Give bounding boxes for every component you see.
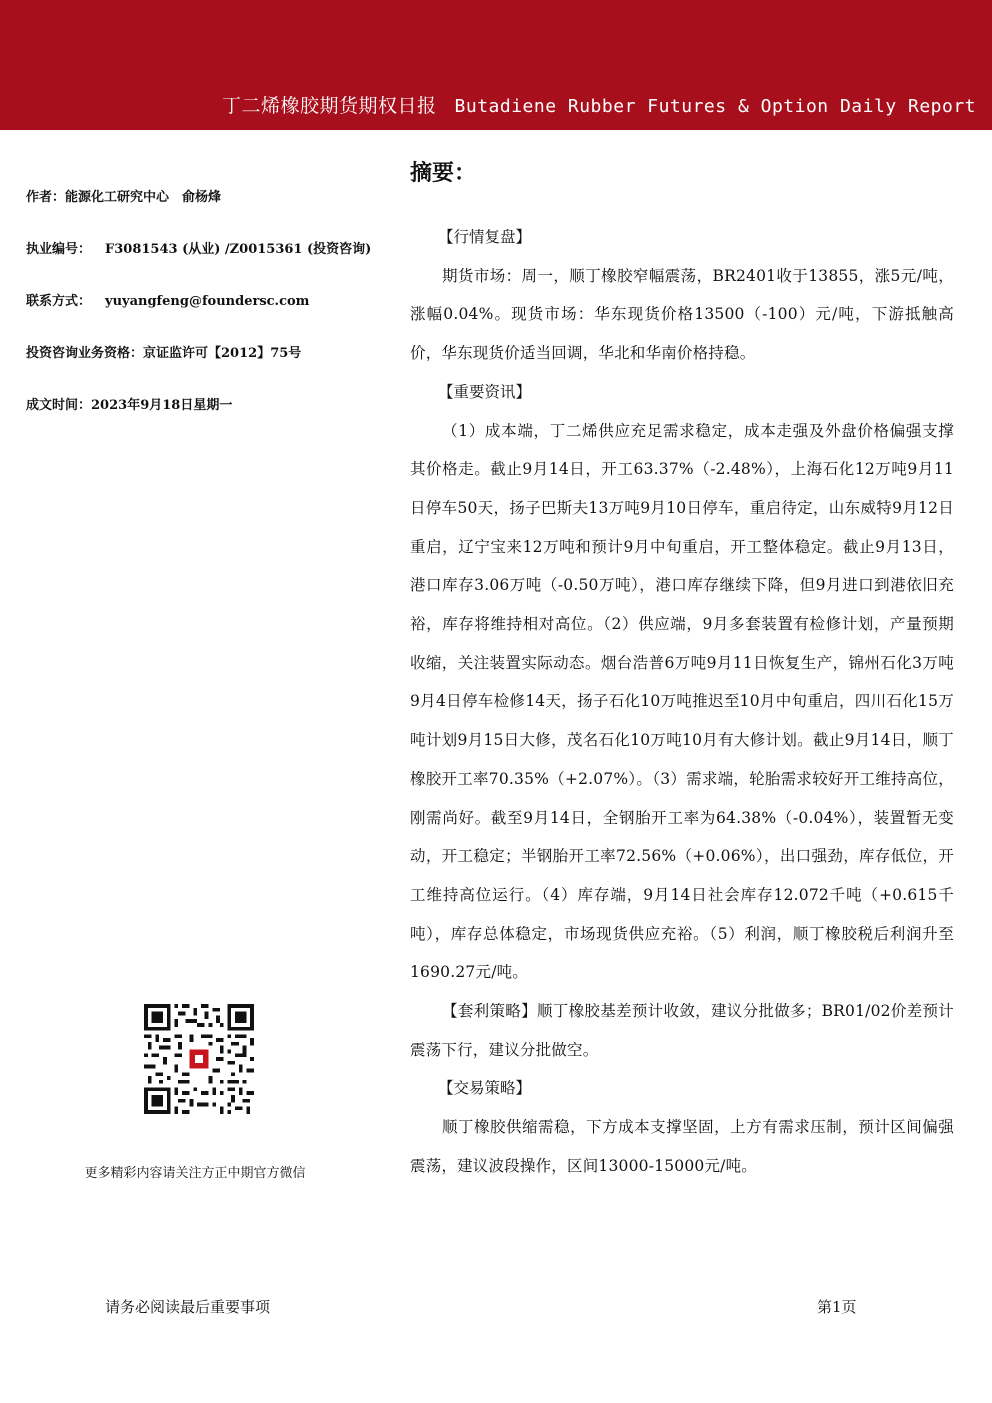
market-review-text: 期货市场：周一，顺丁橡胶窄幅震荡，BR2401收于13855，涨5元/吨，涨幅0.04%。现货市场：华东现货价格13500（-100）元/吨，下游抵触高价，华东现货价适当回调，华北和华南价格持稳。 bbox=[410, 266, 954, 363]
meta-contact: 联系方式： yuyangfeng@foundersc.com bbox=[26, 294, 310, 309]
meta-author: 作者：能源化工研究中心 俞杨烽 bbox=[26, 190, 222, 205]
meta-date: 成文时间：2023年9月18日星期一 bbox=[26, 398, 233, 413]
trade-heading: 【交易策略】 bbox=[438, 1079, 532, 1098]
footer-notice: 请务必阅读最后重要事项 bbox=[105, 1298, 271, 1316]
arbitrage-tag-inline: 【套利策略】 bbox=[442, 1002, 537, 1021]
report-title-cn: 丁二烯橡胶期货期权日报 bbox=[222, 95, 437, 117]
trade-text: 顺丁橡胶供缩需稳，下方成本支撑坚固，上方有需求压制，预计区间偏强震荡，建议波段操作，区间13000-15000元/吨。 bbox=[410, 1118, 954, 1175]
news-text: （1）成本端，丁二烯供应充足需求稳定，成本走强及外盘价格偏强支撑其价格走。截止9月14日，开工63.37%（-2.48%），上海石化12万吨9月11日停车50天，扬子巴斯夫13万吨9月10日停车，重启待定，山东威特9月12日重启，辽宁宝来12万吨和预计9月中旬重启，开工整体稳定。截止9月13日，港口库存3.06万吨（-0.50万吨），港口库存继续下降，但9月进口到港依旧充裕，库存将维持相对高位。（2）供应端，9月多套装置有检修计划，产量预期收缩，关注装置实际动态。烟台浩普6万吨9月11日恢复生产，锦州石化3万吨9月4日停车检修14天，扬子石化10万吨推迟至10月中旬重启，四川石化15万吨计划9月15日大修，茂名石化10万吨10月有大修计划。截止9月14日，顺丁橡胶开工率70.35%（+2.07%）。（3）需求端，轮胎需求较好开工维持高位，刚需尚好。截至9月14日，全钢胎开工率为64.38%（-0.04%），装置暂无变动，开工稳定；半钢胎开工率72.56%（+0.06%），出口强劲，库存低位，开工维持高位运行。（4）库存端，9月14日社会库存12.072千吨（+0.615千吨），库存总体稳定，市场现货供应充裕。（5）利润，顺丁橡胶税后利润升至1690.27元/吨。 bbox=[410, 421, 954, 982]
report-title bbox=[222, 91, 977, 118]
qr-code-icon bbox=[144, 1004, 254, 1114]
header-banner bbox=[0, 0, 992, 130]
summary-title: 摘要： bbox=[410, 160, 477, 186]
meta-qualification: 投资咨询业务资格：京证监许可【2012】75号 bbox=[26, 346, 302, 361]
author-info bbox=[26, 188, 386, 448]
news-heading: 【重要资讯】 bbox=[438, 382, 532, 401]
market-review-heading: 【行情复盘】 bbox=[438, 228, 532, 246]
arbitrage-text bbox=[410, 992, 954, 1069]
report-title-en: Butadiene Rubber Futures & Option Daily Report bbox=[454, 96, 977, 117]
summary-section bbox=[410, 156, 954, 1186]
arbitrage-body: 顺丁橡胶基差预计收敛，建议分批做多；BR01/02价差预计震荡下行，建议分批做空。 bbox=[410, 1002, 955, 1059]
qr-caption: 更多精彩内容请关注方正中期官方微信 bbox=[84, 1166, 306, 1181]
meta-license: 执业编号： F3081543 (从业) /Z0015361 (投资咨询) bbox=[26, 242, 372, 257]
page-number: 第1页 bbox=[817, 1298, 857, 1316]
